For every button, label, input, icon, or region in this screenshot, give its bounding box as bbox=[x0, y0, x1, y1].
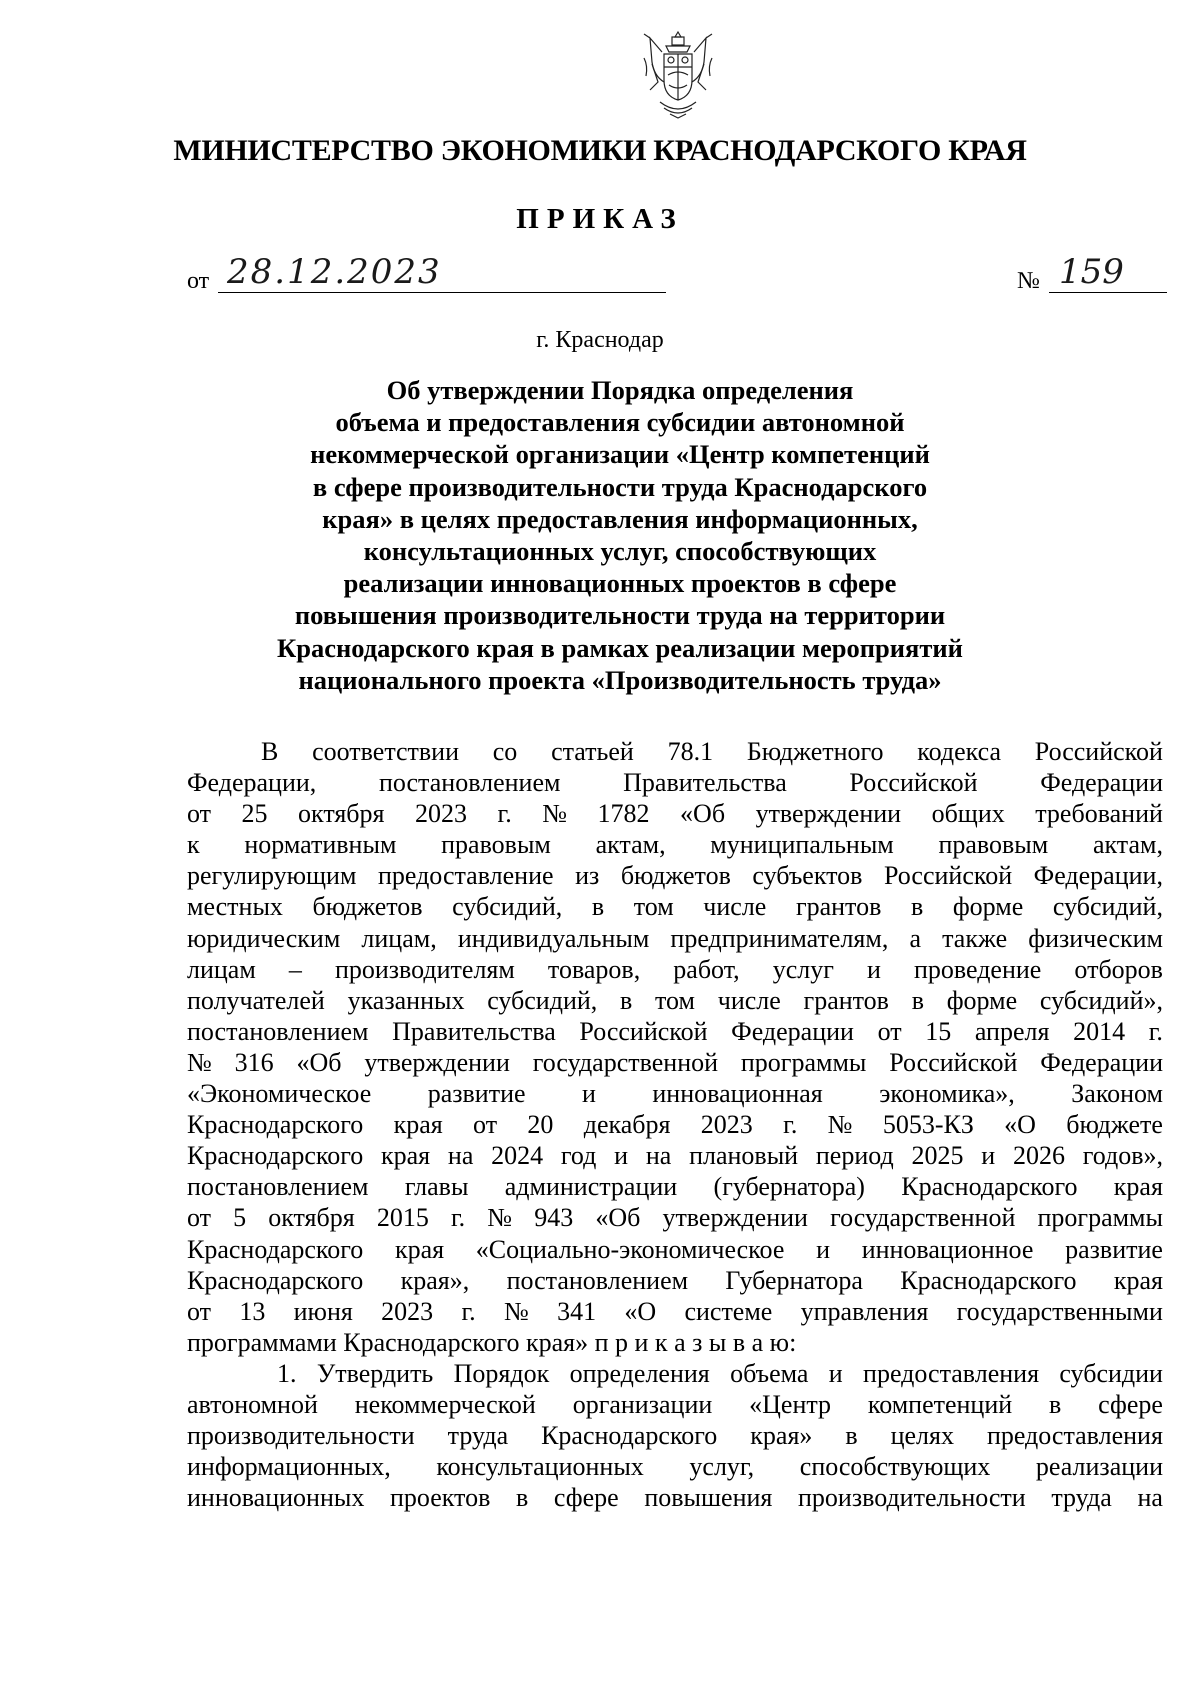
word: «Об bbox=[296, 1047, 342, 1077]
word: г. bbox=[1148, 1016, 1163, 1046]
word: услуг bbox=[772, 954, 834, 984]
word: местных bbox=[187, 892, 283, 922]
word: сфере bbox=[553, 1483, 619, 1513]
word: производителям bbox=[334, 954, 515, 984]
word: 13 bbox=[239, 1296, 266, 1326]
word: услуг, bbox=[689, 1452, 755, 1482]
word: 20 bbox=[527, 1110, 554, 1140]
word: края» bbox=[750, 1421, 813, 1451]
word: труда bbox=[1051, 1483, 1112, 1513]
word: апреля bbox=[974, 1016, 1050, 1046]
word: правовым bbox=[938, 830, 1049, 860]
word: программы bbox=[1037, 1203, 1163, 1233]
body-line bbox=[187, 1420, 1163, 1451]
number-prefix: № bbox=[1017, 268, 1040, 294]
word: 2023 bbox=[381, 1296, 434, 1326]
word: края bbox=[394, 1234, 445, 1264]
body-line bbox=[187, 923, 1163, 954]
handwritten-date: 28.12.2023 bbox=[227, 252, 442, 292]
order-title: ПРИКАЗ bbox=[516, 203, 684, 235]
word: работ, bbox=[673, 954, 740, 984]
word: 2026 bbox=[1012, 1141, 1065, 1171]
word: из bbox=[575, 861, 600, 891]
word: проектов bbox=[389, 1483, 491, 1513]
word: годов», bbox=[1082, 1141, 1163, 1171]
word: Федерации bbox=[1040, 768, 1163, 798]
word: отборов bbox=[1074, 954, 1163, 984]
word: июня bbox=[293, 1296, 353, 1326]
body-line bbox=[187, 985, 1163, 1016]
word: администрации bbox=[504, 1172, 678, 1202]
subject-line: Краснодарского края в рамках реализации мероприятий bbox=[277, 632, 963, 663]
word: Правительства bbox=[392, 1016, 556, 1046]
word: Правительства bbox=[623, 768, 787, 798]
word: г. bbox=[450, 1203, 466, 1233]
word: правовым bbox=[441, 830, 551, 860]
word: информационных, bbox=[187, 1452, 391, 1482]
word: № bbox=[503, 1296, 529, 1326]
word: 15 bbox=[925, 1016, 952, 1046]
word: а bbox=[909, 923, 921, 953]
word: грантов bbox=[803, 985, 889, 1015]
word: консультационных bbox=[436, 1452, 644, 1482]
word: от bbox=[473, 1110, 498, 1140]
date-prefix: от bbox=[187, 268, 210, 294]
word: Краснодарского bbox=[901, 1172, 1078, 1202]
word: и bbox=[614, 1141, 629, 1171]
word: постановлением bbox=[187, 1016, 369, 1046]
order-subject bbox=[240, 374, 1000, 696]
word: края», bbox=[400, 1265, 470, 1295]
word: края bbox=[1113, 1172, 1163, 1202]
word: предоставления bbox=[986, 1421, 1163, 1451]
word: актам, bbox=[1092, 830, 1163, 860]
word: 1782 bbox=[597, 799, 650, 829]
word: октября bbox=[268, 1203, 355, 1233]
word: утверждении bbox=[755, 799, 902, 829]
word: 2023 bbox=[700, 1110, 753, 1140]
word: системе bbox=[684, 1296, 773, 1326]
word: реализации bbox=[1035, 1452, 1163, 1482]
word: индивидуальным bbox=[457, 923, 650, 953]
word: 2014 bbox=[1073, 1016, 1126, 1046]
word: актам, bbox=[595, 830, 666, 860]
word: требований bbox=[1035, 799, 1163, 829]
word: края bbox=[381, 1141, 431, 1171]
word: сфере bbox=[1098, 1389, 1163, 1419]
body-line bbox=[187, 1202, 1163, 1233]
word: инновационная bbox=[652, 1079, 823, 1109]
word: на bbox=[447, 1141, 474, 1171]
word: государственной bbox=[830, 1203, 1016, 1233]
body-line bbox=[187, 1171, 1163, 1202]
word: В bbox=[261, 737, 279, 766]
word: со bbox=[492, 737, 518, 766]
word: г. bbox=[461, 1296, 476, 1326]
word: главы bbox=[404, 1172, 469, 1202]
word: в bbox=[910, 892, 924, 922]
word: объема bbox=[730, 1358, 809, 1388]
body-line bbox=[187, 1451, 1163, 1482]
word: края bbox=[1113, 1265, 1163, 1295]
word: предоставления bbox=[863, 1358, 1040, 1388]
word: форме bbox=[952, 892, 1024, 922]
word: 2025 bbox=[911, 1141, 964, 1171]
word: Федерации, bbox=[187, 768, 317, 798]
word: Российской bbox=[889, 1047, 1018, 1077]
word: проведение bbox=[913, 954, 1042, 984]
word: бюджетов bbox=[620, 861, 731, 891]
word: соответствии bbox=[312, 737, 460, 766]
word: «Социально-экономическое bbox=[475, 1234, 785, 1264]
word: Порядок bbox=[453, 1358, 550, 1388]
word: предпринимателям, bbox=[670, 923, 889, 953]
word: Краснодарского bbox=[187, 1141, 364, 1171]
word: организации bbox=[572, 1389, 713, 1419]
word: «Об bbox=[680, 799, 726, 829]
word: и bbox=[828, 1358, 843, 1388]
word: развитие bbox=[427, 1079, 526, 1109]
word: Законом bbox=[1071, 1079, 1163, 1109]
word: 2023 bbox=[415, 799, 467, 829]
handwritten-number: 159 bbox=[1059, 252, 1124, 292]
word: том bbox=[655, 985, 696, 1015]
word: период bbox=[815, 1141, 894, 1171]
word: управления bbox=[800, 1296, 929, 1326]
word: в bbox=[591, 892, 605, 922]
word: Российской bbox=[849, 768, 978, 798]
word: инновационное bbox=[861, 1234, 1034, 1264]
word: лицам, bbox=[361, 923, 437, 953]
word: на bbox=[1137, 1483, 1163, 1513]
word: от bbox=[187, 799, 212, 829]
word: бюджетов bbox=[312, 892, 423, 922]
word: Губернатора bbox=[725, 1265, 863, 1295]
body-line bbox=[187, 1482, 1163, 1513]
word: общих bbox=[931, 799, 1005, 829]
body-line bbox=[187, 1265, 1163, 1296]
body-line bbox=[187, 1140, 1163, 1171]
word: на bbox=[645, 1141, 672, 1171]
word: края bbox=[393, 1110, 443, 1140]
word: автономной bbox=[187, 1389, 318, 1419]
word: г. bbox=[497, 799, 512, 829]
word: инновационных bbox=[187, 1483, 365, 1513]
word: Федерации bbox=[1040, 1047, 1163, 1077]
date-underline bbox=[218, 292, 666, 293]
word: утверждении bbox=[364, 1047, 510, 1077]
word: форме bbox=[946, 985, 1018, 1015]
word: октября bbox=[298, 799, 385, 829]
word: субсидии bbox=[1059, 1358, 1163, 1388]
word: повышения bbox=[644, 1483, 773, 1513]
ministry-name: МИНИСТЕРСТВО ЭКОНОМИКИ КРАСНОДАРСКОГО КРАЯ bbox=[173, 134, 1027, 167]
body-line bbox=[187, 829, 1163, 860]
word: Краснодарского bbox=[900, 1265, 1077, 1295]
word: производительности bbox=[798, 1483, 1026, 1513]
word: бюджете bbox=[1066, 1110, 1163, 1140]
word: Утвердить bbox=[316, 1358, 434, 1388]
word: компетенций bbox=[867, 1389, 1013, 1419]
word: Российской bbox=[1034, 737, 1163, 766]
subject-line: национального проекта «Производительность труда» bbox=[298, 664, 942, 695]
subject-line: консультационных услуг, способствующих bbox=[363, 536, 877, 567]
word: регулирующим bbox=[187, 861, 357, 891]
word: в bbox=[515, 1483, 529, 1513]
subject-line: края» в целях предоставления информационных, bbox=[322, 503, 918, 534]
body-line bbox=[187, 798, 1163, 829]
word: лицам bbox=[187, 954, 256, 984]
word: 943 bbox=[534, 1203, 574, 1233]
word: 25 bbox=[241, 799, 268, 829]
word: и bbox=[816, 1234, 830, 1264]
subject-line: некоммерческой организации «Центр компетенций bbox=[310, 439, 930, 470]
word: и bbox=[582, 1079, 596, 1109]
word: грантов bbox=[795, 892, 882, 922]
word: № bbox=[187, 1047, 212, 1077]
word: от bbox=[877, 1016, 902, 1046]
word: год bbox=[560, 1141, 597, 1171]
word: «О bbox=[624, 1296, 657, 1326]
body-line bbox=[187, 1296, 1163, 1327]
word: «О bbox=[1004, 1110, 1036, 1140]
word: 5 bbox=[233, 1203, 247, 1233]
word: Российской bbox=[883, 861, 1013, 891]
word: Краснодарского bbox=[187, 1265, 364, 1295]
word: 5053-КЗ bbox=[882, 1110, 974, 1140]
date-number-row bbox=[187, 252, 1167, 298]
word: определения bbox=[569, 1358, 710, 1388]
subject-line: повышения производительности труда на территории bbox=[294, 600, 946, 631]
word: 2015 bbox=[376, 1203, 429, 1233]
body-line bbox=[187, 891, 1163, 922]
word: субсидий, bbox=[487, 985, 598, 1015]
word: Краснодарского bbox=[187, 1234, 364, 1264]
word: Федерации bbox=[731, 1016, 854, 1046]
subject-line: в сфере производительности труда Краснодарского bbox=[312, 471, 928, 502]
word: г. bbox=[783, 1110, 798, 1140]
word: целях bbox=[890, 1421, 954, 1451]
word: субъектов bbox=[752, 861, 863, 891]
word: постановлением bbox=[187, 1172, 369, 1202]
word: в bbox=[1049, 1389, 1062, 1419]
body-line bbox=[187, 1358, 1163, 1389]
word: числе bbox=[717, 985, 781, 1015]
word: и bbox=[981, 1141, 996, 1171]
word: производительности bbox=[187, 1421, 415, 1451]
word: некоммерческой bbox=[354, 1389, 536, 1419]
word: также bbox=[942, 923, 1008, 953]
word: экономика», bbox=[879, 1079, 1015, 1109]
word: числе bbox=[703, 892, 767, 922]
word: кодекса bbox=[917, 737, 1002, 766]
word: юридическим bbox=[187, 923, 341, 953]
word: указанных bbox=[347, 985, 465, 1015]
word: плановый bbox=[689, 1141, 799, 1171]
word: развитие bbox=[1065, 1234, 1163, 1264]
word: физическим bbox=[1028, 923, 1163, 953]
word: Бюджетного bbox=[746, 737, 884, 766]
word: том bbox=[633, 892, 674, 922]
word: «Об bbox=[595, 1203, 641, 1233]
word: «Экономическое bbox=[187, 1079, 372, 1109]
word: статьей bbox=[551, 737, 634, 766]
body-line bbox=[187, 736, 1163, 767]
body-line bbox=[187, 860, 1163, 891]
body-line bbox=[187, 1016, 1163, 1047]
word: 316 bbox=[234, 1047, 274, 1077]
word: в bbox=[620, 985, 633, 1015]
word: декабря bbox=[583, 1110, 671, 1140]
word: – bbox=[288, 954, 302, 984]
word: нормативным bbox=[244, 830, 397, 860]
word: способствующих bbox=[799, 1452, 991, 1482]
subject-line: объема и предоставления субсидии автономной bbox=[335, 407, 905, 438]
word: № bbox=[827, 1110, 853, 1140]
word: субсидий», bbox=[1039, 985, 1163, 1015]
body-line bbox=[187, 1078, 1163, 1109]
word: «Центр bbox=[749, 1389, 832, 1419]
word: к bbox=[187, 830, 200, 860]
word: государственными bbox=[956, 1296, 1163, 1326]
word: 2024 bbox=[491, 1141, 544, 1171]
word: от bbox=[187, 1203, 212, 1233]
word: (губернатора) bbox=[713, 1172, 865, 1202]
word: постановлением bbox=[378, 768, 561, 798]
body-line bbox=[187, 767, 1163, 798]
subject-line: реализации инновационных проектов в сфере bbox=[343, 568, 897, 599]
word: Федерации, bbox=[1033, 861, 1163, 891]
order-body bbox=[187, 736, 1163, 1513]
word: программы bbox=[740, 1047, 867, 1077]
word: постановлением bbox=[506, 1265, 689, 1295]
body-line bbox=[187, 1109, 1163, 1140]
word: в bbox=[845, 1421, 858, 1451]
word: 78.1 bbox=[667, 737, 714, 766]
word: и bbox=[866, 954, 881, 984]
word: муниципальным bbox=[710, 830, 894, 860]
number-underline bbox=[1049, 292, 1167, 293]
city: г. Краснодар bbox=[536, 327, 664, 353]
word: предоставление bbox=[377, 861, 554, 891]
word: Российской bbox=[579, 1016, 708, 1046]
word: 1. bbox=[277, 1358, 297, 1388]
word: государственной bbox=[532, 1047, 719, 1077]
word: в bbox=[911, 985, 924, 1015]
body-line bbox=[187, 1047, 1163, 1078]
body-line bbox=[187, 954, 1163, 985]
word: от bbox=[187, 1296, 212, 1326]
body-line: программами Краснодарского края» п р и к а з ы в а ю: bbox=[187, 1327, 797, 1357]
word: субсидий, bbox=[452, 892, 563, 922]
body-line bbox=[187, 1234, 1163, 1265]
word: утверждении bbox=[662, 1203, 808, 1233]
coat-of-arms-emblem bbox=[636, 30, 720, 120]
word: № bbox=[487, 1203, 513, 1233]
word: субсидий, bbox=[1052, 892, 1163, 922]
word: товаров, bbox=[547, 954, 641, 984]
word: № bbox=[542, 799, 568, 829]
word: Краснодарского bbox=[187, 1110, 364, 1140]
word: получателей bbox=[187, 985, 325, 1015]
body-line bbox=[187, 1389, 1163, 1420]
word: труда bbox=[447, 1421, 509, 1451]
word: Краснодарского bbox=[541, 1421, 718, 1451]
word: 341 bbox=[557, 1296, 597, 1326]
subject-line: Об утверждении Порядка определения bbox=[386, 375, 854, 405]
